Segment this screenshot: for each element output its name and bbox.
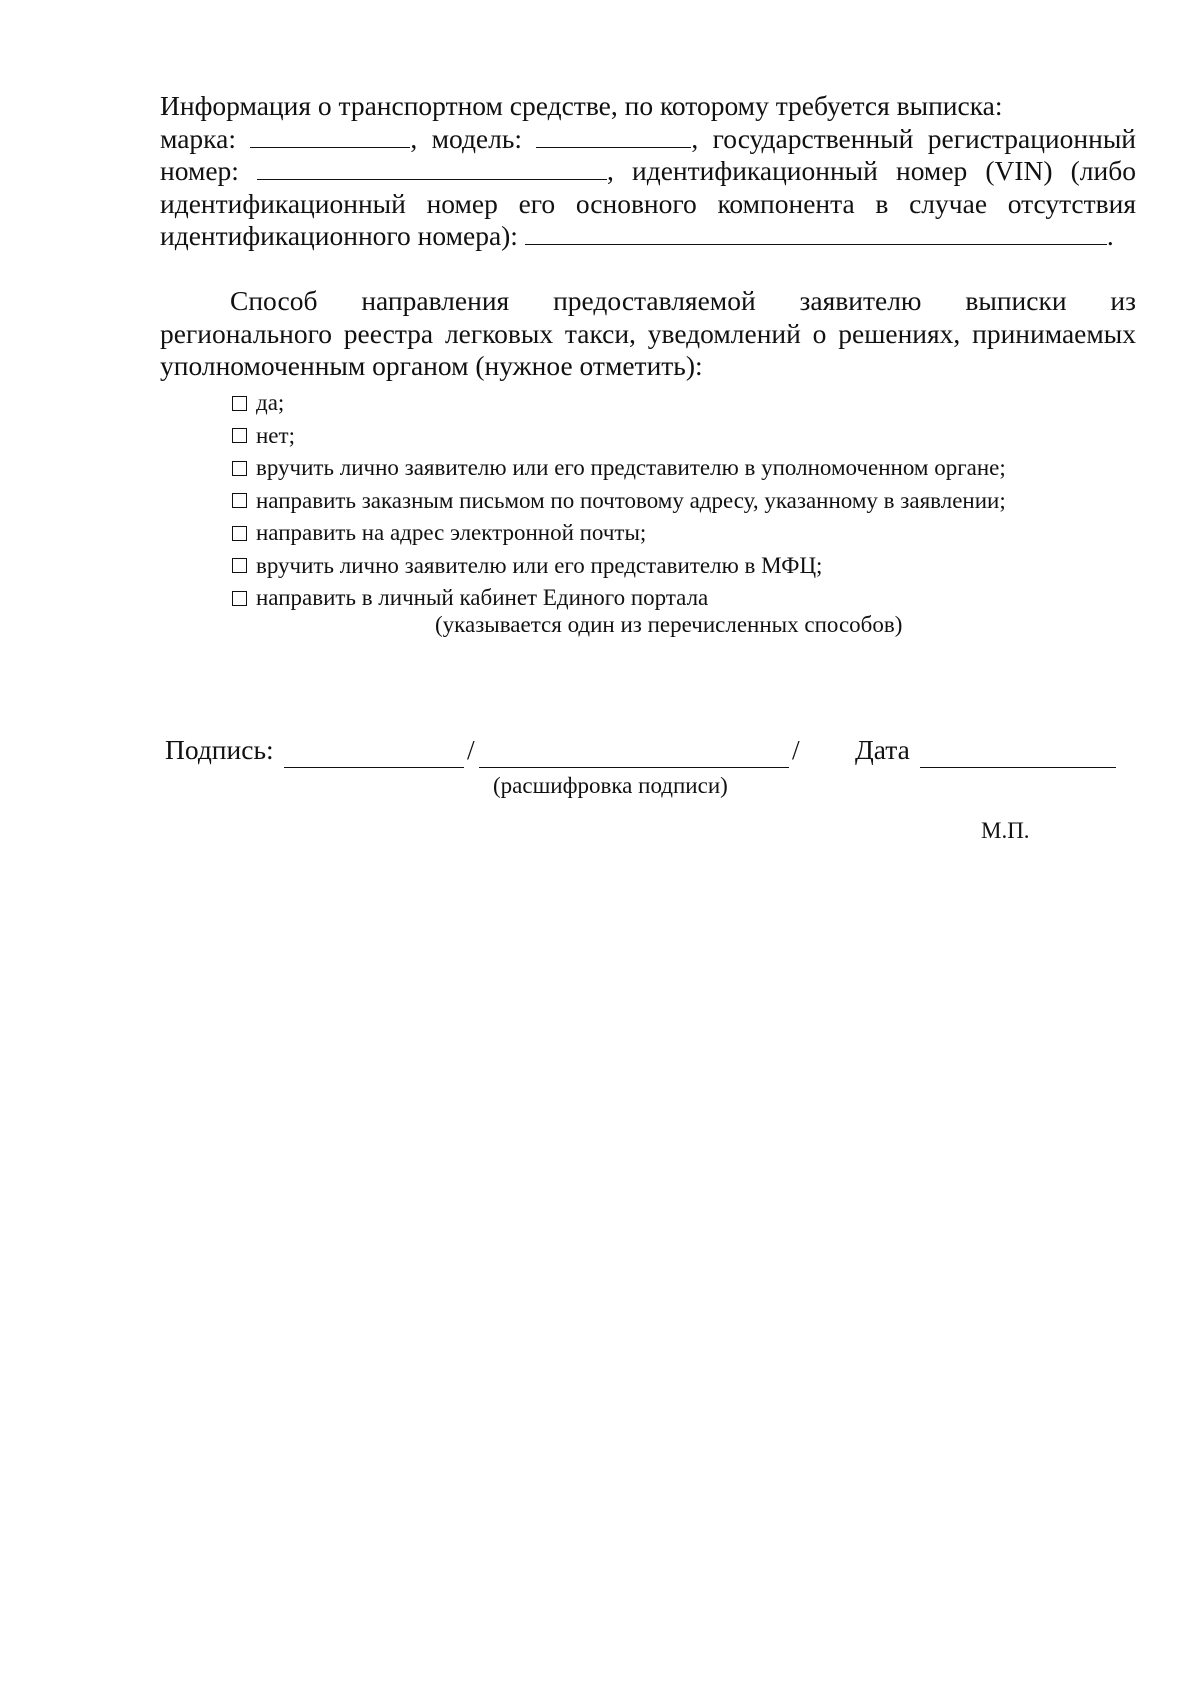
vehicle-line-brand-model — [160, 123, 1136, 156]
signature-slash: / — [467, 734, 475, 765]
date-label: Дата — [855, 734, 910, 765]
checkbox-icon[interactable] — [232, 526, 247, 541]
date-field[interactable] — [920, 745, 1116, 768]
vin-line-3: идентификационного номера): — [160, 220, 518, 251]
option-registered-mail[interactable] — [232, 485, 1006, 518]
options-note: (указывается один из перечисленных способов) — [435, 612, 903, 637]
vin-label: , идентификационный номер (VIN) (либо — [607, 155, 1136, 186]
end-dot: . — [1106, 220, 1114, 251]
vehicle-line-vin-field — [160, 220, 1136, 253]
option-label: вручить лично заявителю или его представителю в МФЦ; — [256, 552, 823, 578]
option-hand-in-authority[interactable] — [232, 452, 1006, 485]
checkbox-icon[interactable] — [232, 461, 247, 476]
checkbox-icon[interactable] — [232, 591, 247, 606]
method-block — [160, 285, 1136, 383]
vehicle-line-number-vin — [160, 155, 1136, 188]
signature-decode-field[interactable] — [479, 745, 789, 768]
option-portal-cabinet[interactable] — [232, 582, 1006, 615]
number-label: номер: — [160, 155, 239, 186]
signature-slash-end: / — [792, 734, 800, 765]
signature-decode-note: (расшифровка подписи) — [493, 773, 728, 798]
vehicle-heading: Информация о транспортном средстве, по которому требуется выписка: — [160, 90, 1003, 121]
method-line-2: регионального реестра легковых такси, уведомлений о решениях, принимаемых — [160, 317, 1136, 349]
vin-field[interactable] — [525, 222, 1107, 245]
vehicle-info-block — [160, 90, 1136, 253]
stamp-place: М.П. — [981, 818, 1030, 843]
option-no[interactable] — [232, 420, 1006, 453]
model-label: , модель: — [410, 122, 523, 154]
signature-field[interactable] — [284, 745, 464, 768]
checkbox-icon[interactable] — [232, 396, 247, 411]
option-yes[interactable] — [232, 387, 1006, 420]
option-label: нет; — [256, 422, 295, 448]
method-line-1: Способ направления предоставляемой заявителю выписки из — [230, 285, 1136, 316]
option-hand-in-mfc[interactable] — [232, 550, 1006, 583]
brand-field[interactable] — [250, 125, 410, 148]
model-field[interactable] — [536, 125, 691, 148]
option-label: да; — [256, 390, 285, 415]
delivery-options — [232, 387, 1006, 615]
option-email[interactable] — [232, 517, 1006, 550]
option-label: направить на адрес электронной почты; — [256, 520, 647, 545]
method-line-3: уполномоченным органом (нужное отметить): — [160, 350, 703, 381]
signature-label: Подпись: — [165, 734, 274, 765]
reg-number-field[interactable] — [257, 157, 607, 180]
option-label: направить в личный кабинет Единого портала — [256, 585, 709, 610]
checkbox-icon[interactable] — [232, 558, 247, 573]
option-label: направить заказным письмом по почтовому адресу, указанному в заявлении; — [256, 487, 1006, 513]
reg-label: , государственный регистрационный — [691, 122, 1137, 154]
brand-label: марка: — [160, 122, 236, 154]
vin-line-2: идентификационный номер его основного компонента в случае отсутствия — [160, 187, 1136, 219]
option-label: вручить лично заявителю или его представителю в уполномоченном органе; — [256, 455, 1006, 480]
checkbox-icon[interactable] — [232, 493, 247, 508]
checkbox-icon[interactable] — [232, 428, 247, 443]
